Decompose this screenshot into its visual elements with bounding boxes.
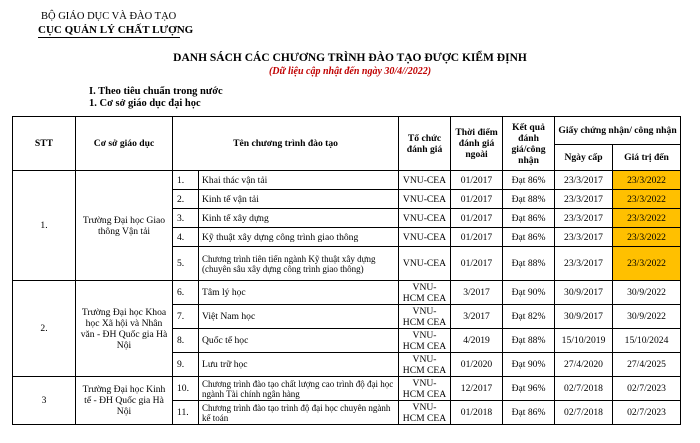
result: Đạt 86% (503, 209, 555, 228)
issue-date: 23/3/2017 (555, 247, 613, 281)
program-name: Kinh tế xây dựng (199, 209, 399, 228)
result: Đạt 88% (503, 190, 555, 209)
organization: VNU-CEA (399, 190, 451, 209)
valid-until: 15/10/2024 (613, 329, 681, 353)
result: Đạt 82% (503, 305, 555, 329)
col-result: Kết quả đánh giá/công nhận (503, 117, 555, 171)
row-number: 4. (173, 228, 199, 247)
col-issue-date: Ngày cấp (555, 145, 613, 171)
valid-until: 30/9/2022 (613, 281, 681, 305)
valid-until: 23/3/2022 (613, 190, 681, 209)
evaluation-time: 4/2019 (451, 329, 503, 353)
evaluation-time: 01/2017 (451, 228, 503, 247)
programs-table (12, 116, 681, 425)
organization: VNU-HCM CEA (399, 353, 451, 377)
document-subtitle: (Dữ liệu cập nhật đến ngày 30/4//2022) (268, 66, 432, 77)
result: Đạt 96% (503, 377, 555, 401)
program-name: Chương trình tiên tiến ngành Kỹ thuật xây dựng (chuyên sâu xây dựng công trình giao thông) (199, 247, 399, 281)
subsection-heading: 1. Cơ sở giáo dục đại học (89, 98, 201, 109)
valid-until: 23/3/2022 (613, 228, 681, 247)
col-organization: Tổ chức đánh giá (399, 117, 451, 171)
evaluation-time: 01/2017 (451, 190, 503, 209)
group-stt: 1. (13, 171, 76, 281)
evaluation-time: 01/2020 (451, 353, 503, 377)
row-number: 1. (173, 171, 199, 190)
issue-date: 30/9/2017 (555, 281, 613, 305)
valid-until: 23/3/2022 (613, 209, 681, 228)
table-row (13, 377, 681, 401)
issue-date: 02/7/2018 (555, 401, 613, 425)
organization: VNU-HCM CEA (399, 401, 451, 425)
valid-until: 23/3/2022 (613, 171, 681, 190)
result: Đạt 90% (503, 353, 555, 377)
program-name: Chương trình đào tạo trình độ đại học chuyên ngành kế toán (199, 401, 399, 425)
group-stt: 3 (13, 377, 76, 425)
evaluation-time: 01/2018 (451, 401, 503, 425)
result: Đạt 86% (503, 228, 555, 247)
row-number: 3. (173, 209, 199, 228)
col-program: Tên chương trình đào tạo (173, 117, 399, 171)
organization: VNU-CEA (399, 209, 451, 228)
row-number: 8. (173, 329, 199, 353)
row-number: 10. (173, 377, 199, 401)
organization: VNU-HCM CEA (399, 329, 451, 353)
ministry-name: BỘ GIÁO DỤC VÀ ĐÀO TẠO (41, 11, 177, 22)
organization: VNU-CEA (399, 228, 451, 247)
program-name: Kinh tế vận tải (199, 190, 399, 209)
col-time: Thời điểm đánh giá ngoài (451, 117, 503, 171)
col-certificate: Giấy chứng nhận/ công nhận (555, 117, 681, 145)
program-name: Quốc tế học (199, 329, 399, 353)
result: Đạt 88% (503, 329, 555, 353)
row-number: 6. (173, 281, 199, 305)
program-name: Kỹ thuật xây dựng công trình giao thông (199, 228, 399, 247)
issue-date: 23/3/2017 (555, 190, 613, 209)
program-name: Tâm lý học (199, 281, 399, 305)
valid-until: 02/7/2023 (613, 377, 681, 401)
organization: VNU-HCM CEA (399, 305, 451, 329)
valid-until: 23/3/2022 (613, 247, 681, 281)
program-name: Lưu trữ học (199, 353, 399, 377)
valid-until: 27/4/2025 (613, 353, 681, 377)
row-number: 2. (173, 190, 199, 209)
evaluation-time: 01/2017 (451, 209, 503, 228)
department-name: CỤC QUẢN LÝ CHẤT LƯỢNG (38, 24, 194, 36)
issue-date: 23/3/2017 (555, 228, 613, 247)
evaluation-time: 3/2017 (451, 281, 503, 305)
organization: VNU-HCM CEA (399, 281, 451, 305)
evaluation-time: 01/2017 (451, 247, 503, 281)
col-institution: Cơ sở giáo dục (76, 117, 173, 171)
organization: VNU-CEA (399, 171, 451, 190)
issue-date: 23/3/2017 (555, 209, 613, 228)
organization: VNU-CEA (399, 247, 451, 281)
result: Đạt 86% (503, 401, 555, 425)
result: Đạt 86% (503, 171, 555, 190)
col-valid-until: Giá trị đến (613, 145, 681, 171)
institution-cell: Trường Đại học Giao thông Vận tải (76, 171, 173, 281)
header-underline (38, 37, 180, 38)
valid-until: 02/7/2023 (613, 401, 681, 425)
row-number: 9. (173, 353, 199, 377)
institution-cell: Trường Đại học Kinh tế - ĐH Quốc gia Hà Nội (76, 377, 173, 425)
result: Đạt 88% (503, 247, 555, 281)
program-name: Chương trình đào tạo chất lượng cao trình độ đại học ngành Tài chính ngân hàng (199, 377, 399, 401)
evaluation-time: 01/2017 (451, 171, 503, 190)
group-stt: 2. (13, 281, 76, 377)
program-name: Việt Nam học (199, 305, 399, 329)
document-title: DANH SÁCH CÁC CHƯƠNG TRÌNH ĐÀO TẠO ĐƯỢC KIỂM ĐỊNH (173, 52, 527, 64)
evaluation-time: 12/2017 (451, 377, 503, 401)
row-number: 11. (173, 401, 199, 425)
table-row (13, 281, 681, 305)
program-name: Khai thác vận tải (199, 171, 399, 190)
issue-date: 27/4/2020 (555, 353, 613, 377)
issue-date: 30/9/2017 (555, 305, 613, 329)
row-number: 7. (173, 305, 199, 329)
organization: VNU-HCM CEA (399, 377, 451, 401)
result: Đạt 90% (503, 281, 555, 305)
institution-cell: Trường Đại học Khoa học Xã hội và Nhân văn - ĐH Quốc gia Hà Nội (76, 281, 173, 377)
valid-until: 30/9/2022 (613, 305, 681, 329)
issue-date: 02/7/2018 (555, 377, 613, 401)
section-heading: I. Theo tiêu chuẩn trong nước (89, 86, 223, 97)
col-stt: STT (13, 117, 76, 171)
evaluation-time: 3/2017 (451, 305, 503, 329)
row-number: 5. (173, 247, 199, 281)
issue-date: 15/10/2019 (555, 329, 613, 353)
table-row (13, 171, 681, 190)
issue-date: 23/3/2017 (555, 171, 613, 190)
